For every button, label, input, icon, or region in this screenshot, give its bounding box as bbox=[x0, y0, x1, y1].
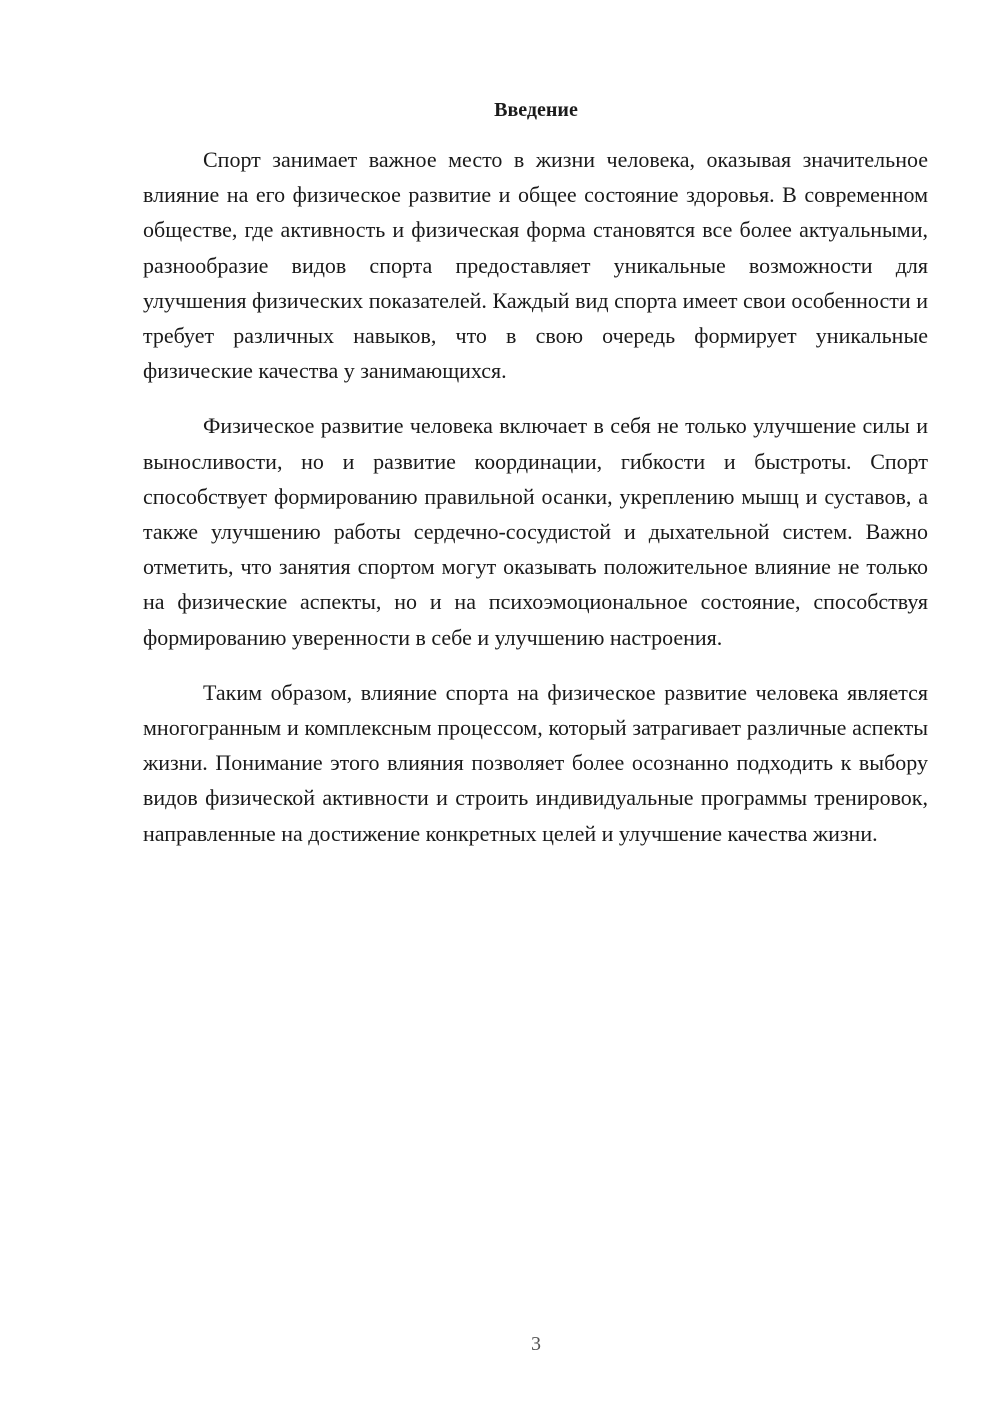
paragraph-3: Таким образом, влияние спорта на физическое развитие человека является многогранным и комплексным процессом, который затрагивает различные аспекты жизни. Понимание этого влияния позволяет более осознанно подходить к выбору видов физической активности и строить индивидуальные программы тренировок, направленные на достижение конкретных целей и улучшение качества жизни. bbox=[143, 679, 928, 846]
page-number: 3 bbox=[531, 1333, 541, 1355]
body-text bbox=[143, 142, 928, 871]
paragraph-1: Спорт занимает важное место в жизни человека, оказывая значительное влияние на его физическое развитие и общее состояние здоровья. В современном обществе, где активность и физическая форма становятся все более актуальными, разнообразие видов спорта предоставляет уникальные возможности для улучшения физических показателей. Каждый вид спорта имеет свои особенности и требует различных навыков, что в свою очередь формирует уникальные физические качества у занимающихся. bbox=[143, 147, 928, 384]
paragraph-2: Физическое развитие человека включает в себя не только улучшение силы и выносливости, но и развитие координации, гибкости и быстроты. Спорт способствует формированию правильной осанки, укреплению мышц и суставов, а также улучшению работы сердечно-сосудистой и дыхательной систем. Важно отметить, что занятия спортом могут оказывать положительное влияние не только на физические аспекты, но и на психоэмоциональное состояние, способствуя формированию уверенности в себе и улучшению настроения. bbox=[143, 413, 928, 650]
page-title: Введение bbox=[494, 99, 578, 121]
